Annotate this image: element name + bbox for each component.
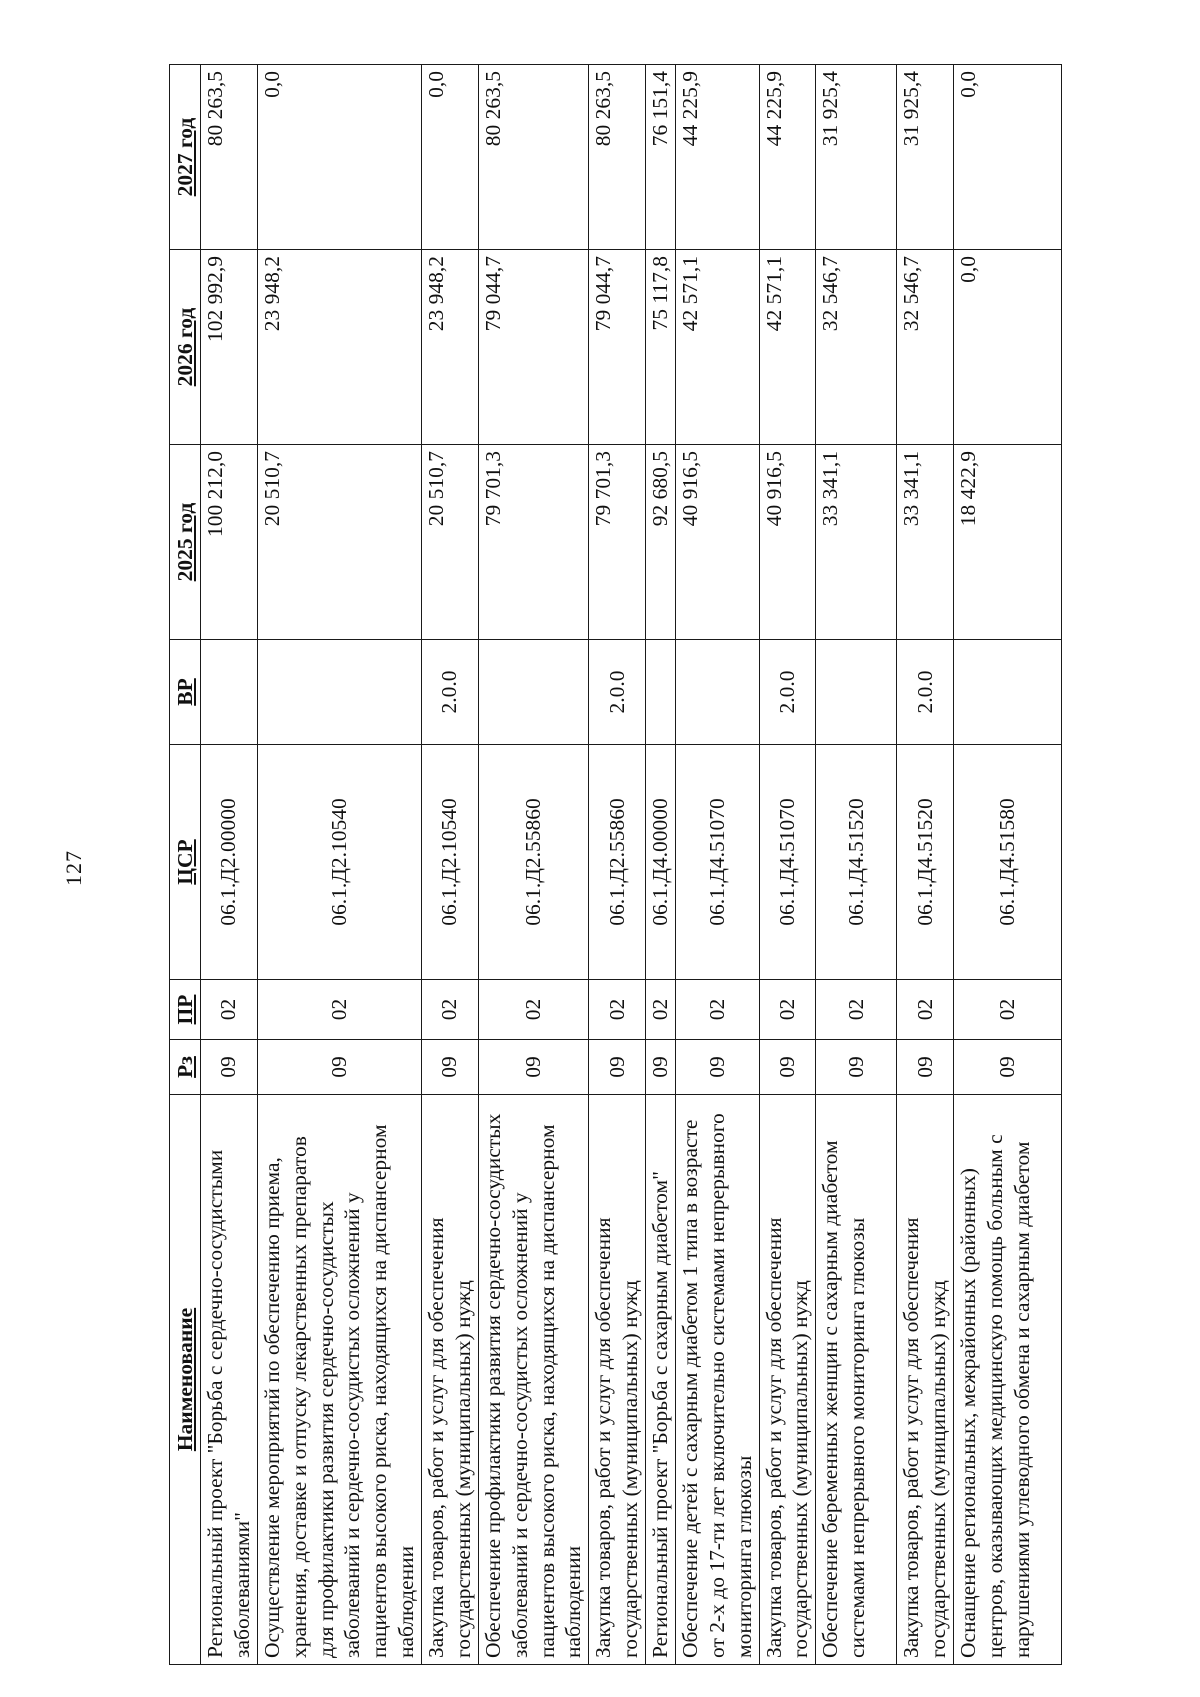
row-2027: 80 263,5 xyxy=(589,65,646,250)
row-rz: 09 xyxy=(816,1040,897,1095)
row-2026: 23 948,2 xyxy=(422,250,479,445)
row-pr: 02 xyxy=(646,980,676,1040)
row-2027: 44 225,9 xyxy=(759,65,816,250)
row-vr xyxy=(646,640,676,745)
row-2026: 23 948,2 xyxy=(257,250,421,445)
row-name: Закупка товаров, работ и услуг для обеспечения государственных (муниципальных) нужд xyxy=(422,1095,479,1665)
table-row xyxy=(675,65,759,1665)
table-row xyxy=(478,65,589,1665)
table-row xyxy=(257,65,421,1665)
row-pr: 02 xyxy=(478,980,589,1040)
row-2027: 44 225,9 xyxy=(675,65,759,250)
row-pr: 02 xyxy=(257,980,421,1040)
row-csr: 06.1.Д4.51520 xyxy=(816,745,897,980)
row-csr: 06.1.Д4.51520 xyxy=(897,745,954,980)
row-vr xyxy=(816,640,897,745)
header-row xyxy=(170,65,201,1665)
row-2026: 79 044,7 xyxy=(589,250,646,445)
row-pr: 02 xyxy=(201,980,258,1040)
row-rz: 09 xyxy=(897,1040,954,1095)
row-rz: 09 xyxy=(201,1040,258,1095)
row-name: Осуществление мероприятий по обеспечению приема, хранения, доставке и отпуску лекарственных препаратов для профилактики развития сердечно-сосудистых заболеваний и сердечно-сосудистых осложнений у пациентов высокого риска, находящихся на диспансерном наблюдении xyxy=(257,1095,421,1665)
row-2026: 0,0 xyxy=(954,250,1062,445)
row-vr xyxy=(675,640,759,745)
page-number: 127 xyxy=(61,850,86,886)
row-rz: 09 xyxy=(422,1040,479,1095)
row-pr: 02 xyxy=(954,980,1062,1040)
row-2026: 32 546,7 xyxy=(816,250,897,445)
header-vr: ВР xyxy=(170,640,201,745)
row-2027: 0,0 xyxy=(954,65,1062,250)
row-2026: 42 571,1 xyxy=(675,250,759,445)
row-2025: 33 341,1 xyxy=(897,445,954,640)
table-row xyxy=(646,65,676,1665)
row-name: Региональный проект "Борьба с сахарным диабетом" xyxy=(646,1095,676,1665)
row-2026: 42 571,1 xyxy=(759,250,816,445)
table-row xyxy=(589,65,646,1665)
row-name: Закупка товаров, работ и услуг для обеспечения государственных (муниципальных) нужд xyxy=(589,1095,646,1665)
row-vr: 2.0.0 xyxy=(422,640,479,745)
row-pr: 02 xyxy=(816,980,897,1040)
row-rz: 09 xyxy=(954,1040,1062,1095)
row-2027: 0,0 xyxy=(422,65,479,250)
row-2026: 79 044,7 xyxy=(478,250,589,445)
row-name: Обеспечение беременных женщин с сахарным диабетом системами непрерывного мониторинга глюкозы xyxy=(816,1095,897,1665)
header-pr: ПР xyxy=(170,980,201,1040)
table-row xyxy=(201,65,258,1665)
table-row xyxy=(759,65,816,1665)
row-2025: 79 701,3 xyxy=(478,445,589,640)
row-2025: 40 916,5 xyxy=(675,445,759,640)
row-csr: 06.1.Д4.00000 xyxy=(646,745,676,980)
table-row xyxy=(816,65,897,1665)
row-pr: 02 xyxy=(589,980,646,1040)
row-2027: 80 263,5 xyxy=(478,65,589,250)
row-csr: 06.1.Д4.51580 xyxy=(954,745,1062,980)
row-pr: 02 xyxy=(897,980,954,1040)
row-rz: 09 xyxy=(589,1040,646,1095)
row-rz: 09 xyxy=(675,1040,759,1095)
row-vr xyxy=(257,640,421,745)
row-2027: 0,0 xyxy=(257,65,421,250)
row-2027: 31 925,4 xyxy=(816,65,897,250)
row-vr: 2.0.0 xyxy=(589,640,646,745)
row-csr: 06.1.Д2.10540 xyxy=(257,745,421,980)
row-name: Закупка товаров, работ и услуг для обеспечения государственных (муниципальных) нужд xyxy=(897,1095,954,1665)
table-row xyxy=(897,65,954,1665)
row-2025: 18 422,9 xyxy=(954,445,1062,640)
header-rz: Рз xyxy=(170,1040,201,1095)
row-vr xyxy=(478,640,589,745)
row-pr: 02 xyxy=(422,980,479,1040)
row-vr: 2.0.0 xyxy=(897,640,954,745)
row-vr xyxy=(954,640,1062,745)
row-2025: 20 510,7 xyxy=(257,445,421,640)
row-pr: 02 xyxy=(675,980,759,1040)
row-2025: 100 212,0 xyxy=(201,445,258,640)
table-row xyxy=(954,65,1062,1665)
row-csr: 06.1.Д4.51070 xyxy=(759,745,816,980)
row-2025: 20 510,7 xyxy=(422,445,479,640)
row-2026: 102 992,9 xyxy=(201,250,258,445)
row-rz: 09 xyxy=(257,1040,421,1095)
row-2025: 33 341,1 xyxy=(816,445,897,640)
row-csr: 06.1.Д2.55860 xyxy=(478,745,589,980)
row-2025: 92 680,5 xyxy=(646,445,676,640)
table-row xyxy=(422,65,479,1665)
header-name: Наименование xyxy=(170,1095,201,1665)
row-2027: 76 151,4 xyxy=(646,65,676,250)
rotated-table-container xyxy=(169,65,1059,1665)
row-2025: 40 916,5 xyxy=(759,445,816,640)
row-pr: 02 xyxy=(759,980,816,1040)
row-name: Региональный проект "Борьба с сердечно-сосудистыми заболеваниями" xyxy=(201,1095,258,1665)
row-csr: 06.1.Д2.10540 xyxy=(422,745,479,980)
budget-table xyxy=(169,64,1062,1665)
row-csr: 06.1.Д2.00000 xyxy=(201,745,258,980)
row-name: Обеспечение детей с сахарным диабетом 1 типа в возрасте от 2-х до 17-ти лет включительно системами непрерывного мониторинга глюкозы xyxy=(675,1095,759,1665)
row-name: Оснащение региональных, межрайонных (районных) центров, оказывающих медицинскую помощь больным с нарушениями углеводного обмена и сахарным диабетом xyxy=(954,1095,1062,1665)
row-rz: 09 xyxy=(478,1040,589,1095)
row-vr xyxy=(201,640,258,745)
row-csr: 06.1.Д4.51070 xyxy=(675,745,759,980)
row-csr: 06.1.Д2.55860 xyxy=(589,745,646,980)
header-2026: 2026 год xyxy=(170,250,201,445)
row-2025: 79 701,3 xyxy=(589,445,646,640)
row-2027: 80 263,5 xyxy=(201,65,258,250)
header-csr: ЦСР xyxy=(170,745,201,980)
row-vr: 2.0.0 xyxy=(759,640,816,745)
header-2027: 2027 год xyxy=(170,65,201,250)
row-2026: 32 546,7 xyxy=(897,250,954,445)
row-2027: 31 925,4 xyxy=(897,65,954,250)
row-rz: 09 xyxy=(759,1040,816,1095)
row-rz: 09 xyxy=(646,1040,676,1095)
row-2026: 75 117,8 xyxy=(646,250,676,445)
header-2025: 2025 год xyxy=(170,445,201,640)
row-name: Закупка товаров, работ и услуг для обеспечения государственных (муниципальных) нужд xyxy=(759,1095,816,1665)
row-name: Обеспечение профилактики развития сердечно-сосудистых заболеваний и сердечно-сосудистых осложнений у пациентов высокого риска, находящихся на диспансерном наблюдении xyxy=(478,1095,589,1665)
